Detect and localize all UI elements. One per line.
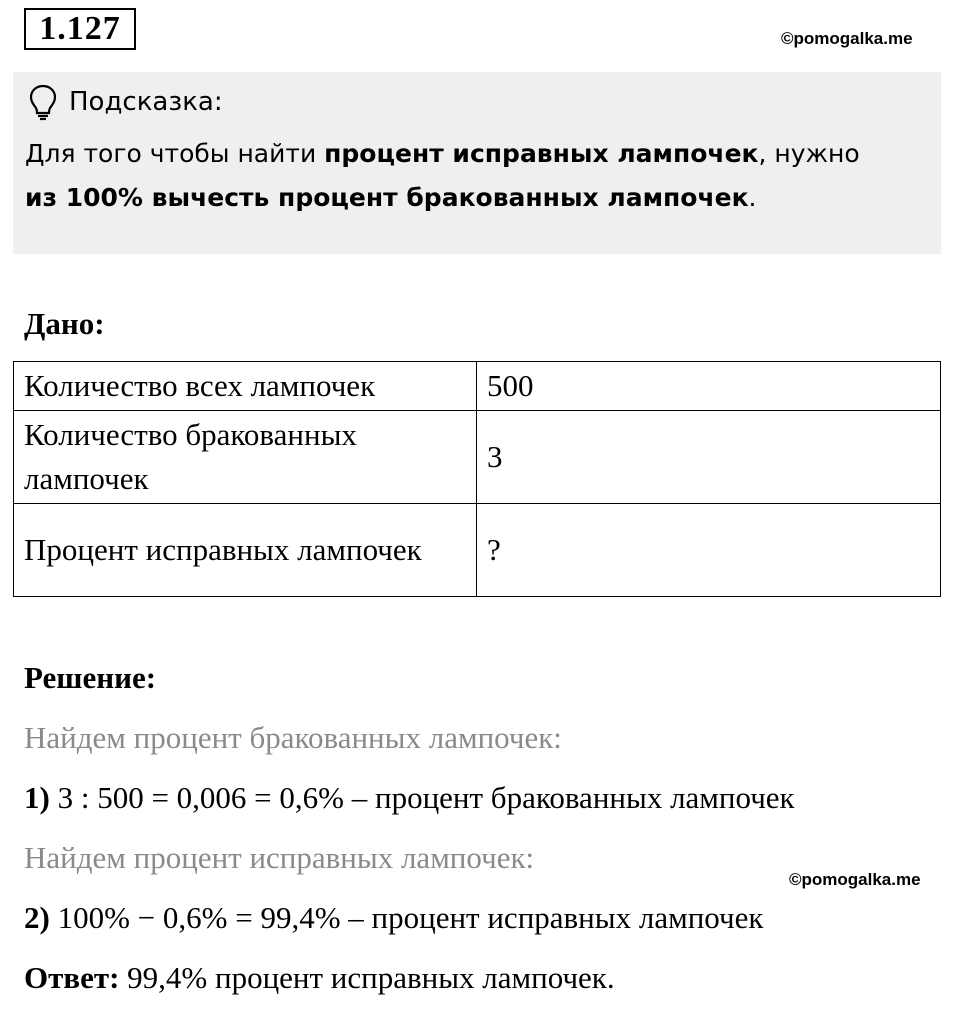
step2-line [24, 898, 763, 938]
solution-heading: Решение: [24, 660, 157, 695]
answer-line [24, 958, 615, 998]
hint-text-part-2: , нужно [758, 139, 860, 168]
watermark-middle: ©pomogalka.me [789, 870, 921, 889]
step2-text: 100% − 0,6% = 99,4% – процент исправных лампочек [49, 900, 764, 935]
hint-text [25, 132, 925, 220]
given-value: 500 [477, 362, 941, 411]
hint-text-part-1: Для того чтобы найти [25, 139, 325, 168]
hint-bold-part-2: из 100% вычесть процент бракованных лампочек [25, 183, 749, 212]
given-label: Количество бракованных лампочек [14, 411, 477, 504]
step1-intro: Найдем процент бракованных лампочек: [24, 720, 562, 755]
given-label: Количество всех лампочек [14, 362, 477, 411]
step2-number: 2) [24, 900, 50, 935]
hint-title: Подсказка: [69, 87, 223, 117]
table-row [14, 504, 941, 597]
given-heading: Дано: [24, 306, 105, 341]
hint-text-part-3: . [748, 183, 757, 212]
problem-number: 1.127 [24, 8, 136, 50]
step1-number: 1) [24, 780, 50, 815]
step2-intro: Найдем процент исправных лампочек: [24, 840, 535, 875]
table-row [14, 411, 941, 504]
given-table [13, 361, 941, 597]
hint-bold-part-1: процент исправных лампочек [324, 139, 759, 168]
answer-label: Ответ: [24, 960, 120, 995]
step1-line [24, 778, 795, 818]
watermark-top: ©pomogalka.me [781, 29, 913, 48]
given-label: Процент исправных лампочек [14, 504, 477, 597]
answer-text: 99,4% процент исправных лампочек. [119, 960, 615, 995]
hint-box [13, 72, 941, 254]
given-value: 3 [477, 411, 941, 504]
step1-text: 3 : 500 = 0,006 = 0,6% – процент бракованных лампочек [49, 780, 795, 815]
table-row [14, 362, 941, 411]
given-value: ? [477, 504, 941, 597]
lightbulb-icon [27, 83, 59, 121]
hint-header [27, 82, 223, 122]
